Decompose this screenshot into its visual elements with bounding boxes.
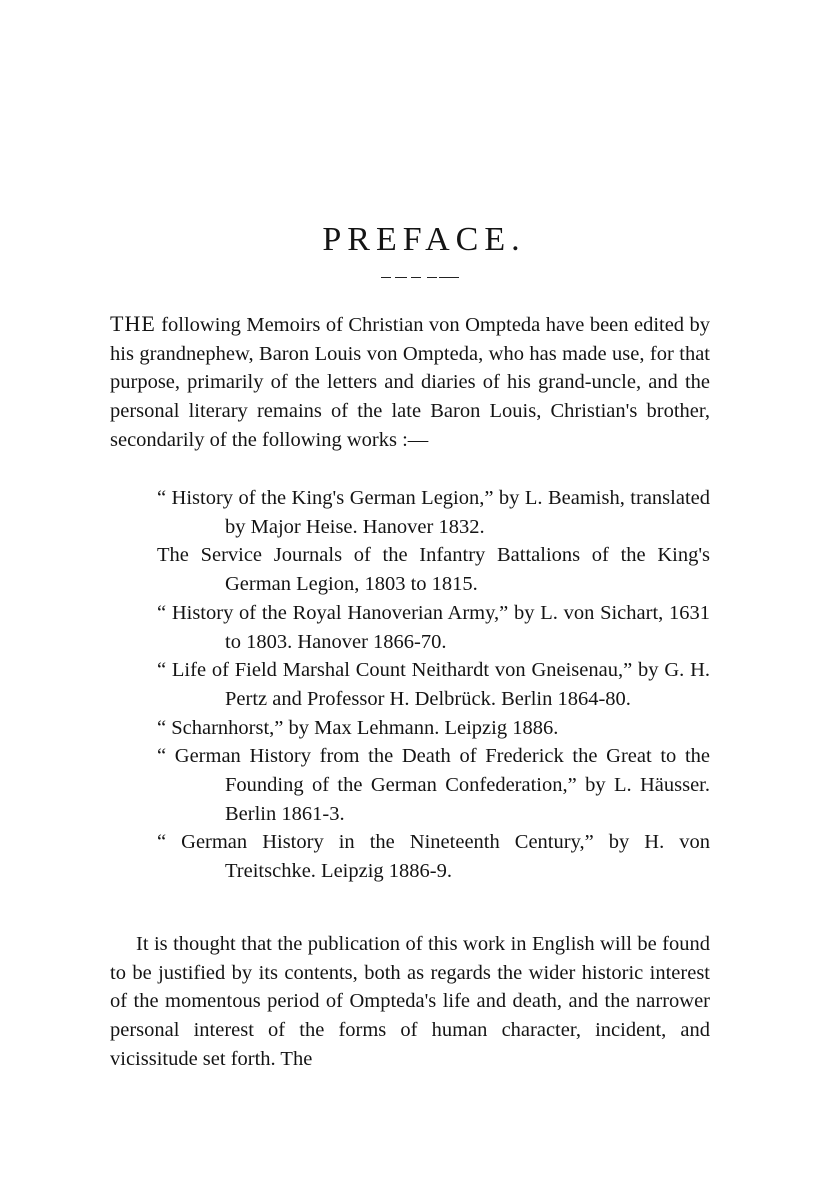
closing-paragraph: It is thought that the publication of this work in English will be found to be justified by its contents, both as regards the wider historic interest of the momentous period of Ompteda's life and death, and the narrower personal interest of the forms of human character, incident, and vicissitude set forth. The (110, 933, 710, 1070)
work-item: “ German History from the Death of Frederick the Great to the Founding of the German Confederation,” by L. Häusser. Berlin 1861-3. (157, 745, 710, 825)
work-item: “ History of the King's German Legion,” by L. Beamish, translated by Major Heise. Hanover 1832. (157, 487, 710, 538)
intro-lead-word: THE (110, 311, 156, 336)
work-item: “ Life of Field Marshal Count Neithardt von Gneisenau,” by G. H. Pertz and Professor H. Delbrück. Berlin 1864-80. (157, 659, 710, 710)
intro-paragraph (110, 310, 710, 455)
works-list (157, 484, 710, 886)
work-item: The Service Journals of the Infantry Battalions of the King's German Legion, 1803 to 1815. (157, 544, 710, 596)
title-divider (381, 277, 461, 279)
intro-text: following Memoirs of Christian von Ompteda have been edited by his grandnephew, Baron Louis von Ompteda, who has made use, for that purpose, primarily of the letters and diaries of his grand-uncle, and the personal literary remains of the late Baron Louis, Christian's brother, secondarily of the following works :— (110, 314, 710, 451)
work-item: “ Scharnhorst,” by Max Lehmann. Leipzig 1886. (157, 716, 559, 739)
work-item: “ German History in the Nineteenth Century,” by H. von Treitschke. Leipzig 1886-9. (157, 831, 710, 883)
page-title: PREFACE. (322, 221, 526, 258)
work-item: “ History of the Royal Hanoverian Army,” by L. von Sichart, 1631 to 1803. Hanover 1866-70. (157, 601, 710, 653)
